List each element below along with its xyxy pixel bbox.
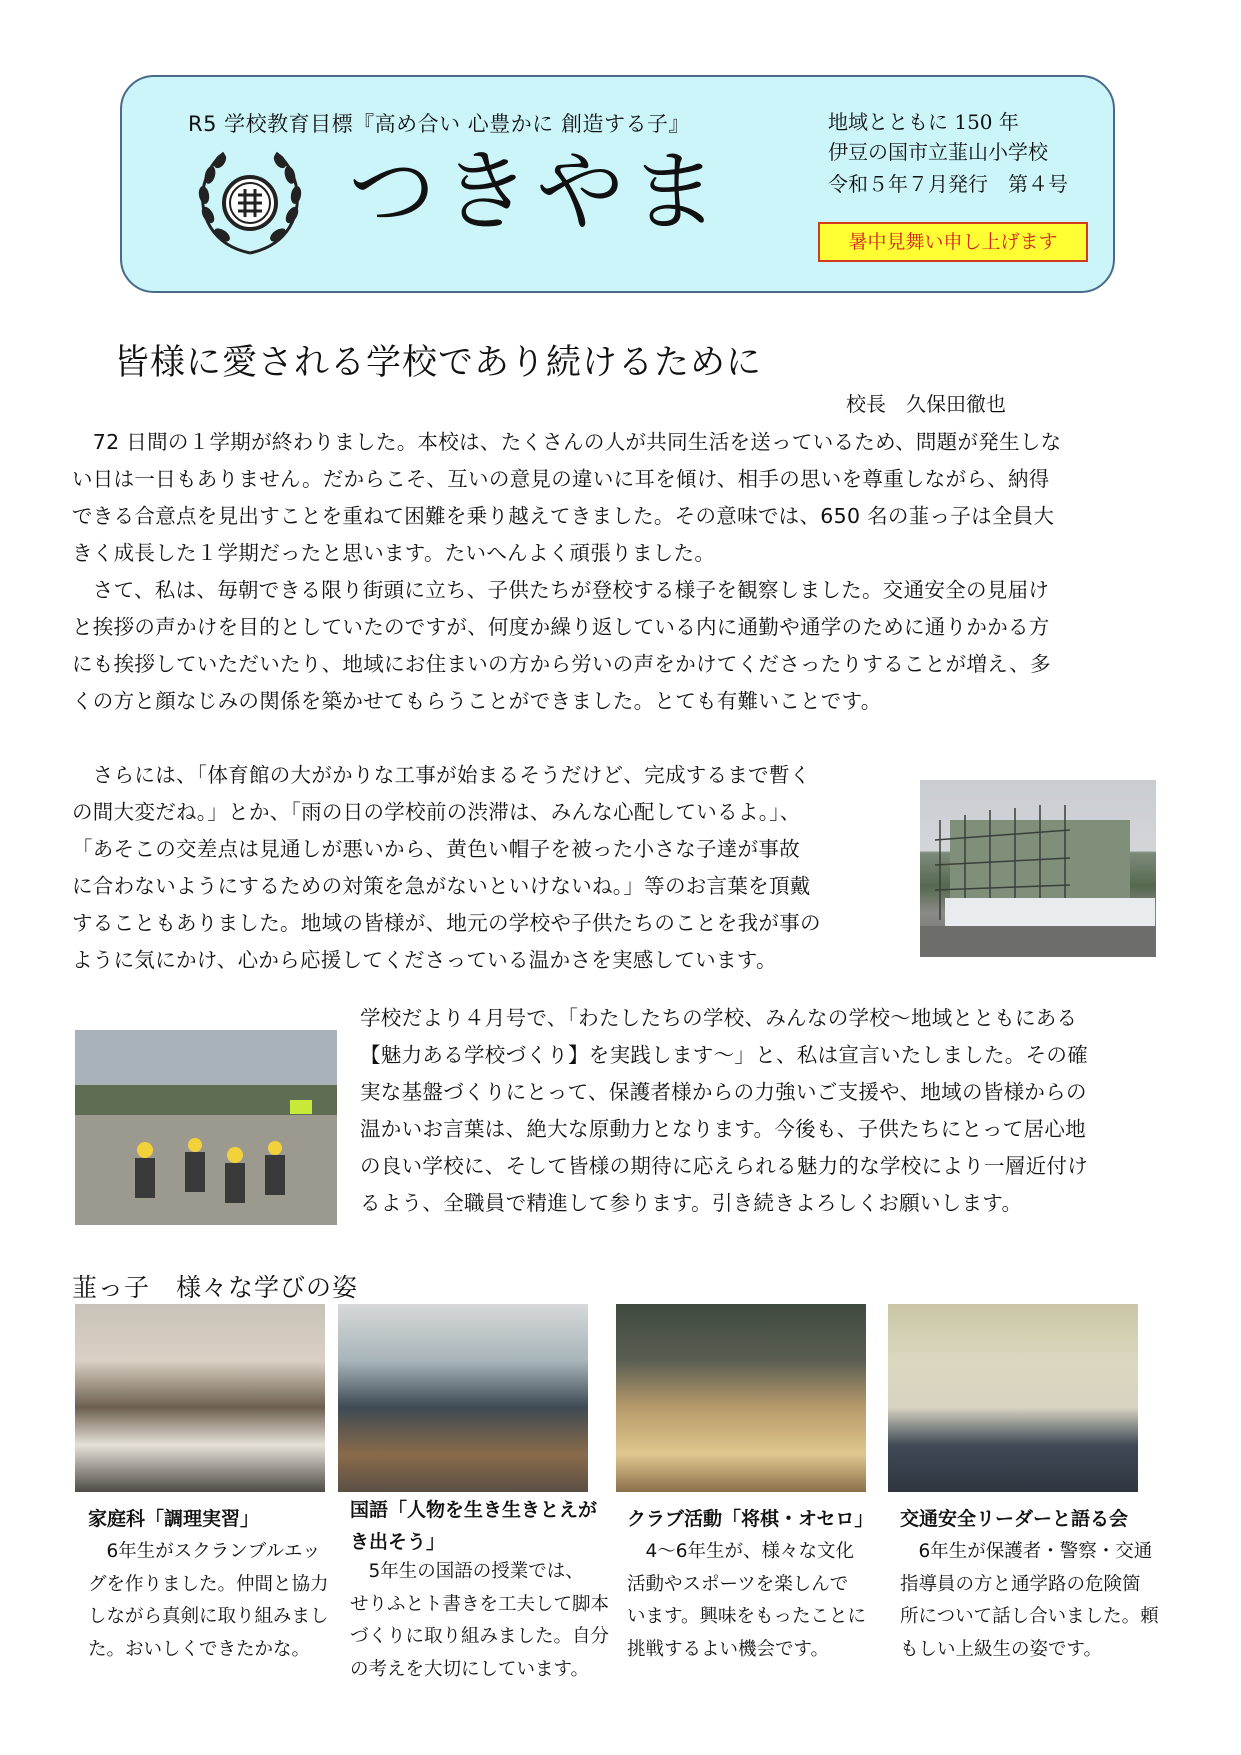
school-goal: R5 学校教育目標『高め合い 心豊かに 創造する子』: [188, 112, 690, 136]
paragraph-line: 温かいお言葉は、絶大な原動力となります。今後も、子供たちにとって居心地: [360, 1117, 1086, 1141]
paragraph-line: の良い学校に、そして皆様の期待に応えられる魅力的な学校により一層近付け: [360, 1154, 1088, 1178]
traffic-safety-meeting-photo: [888, 1304, 1138, 1492]
paragraph-line: 【魅力ある学校づくり】を実践します〜」と、私は宣言いたしました。その確: [360, 1043, 1088, 1067]
paragraph-line: さらには、「体育館の大がかりな工事が始まるそうだけど、完成するまで暫く: [72, 763, 811, 787]
paragraph-line: と挨拶の声かけを目的としていたのですが、何度か繰り返している内に通勤や通学のために通りかかる方: [72, 615, 1050, 639]
school-emblem-logo: [190, 145, 310, 263]
card-title: [350, 1494, 597, 1558]
paragraph-line: ように気にかけ、心から応援してくださっている温かさを実感しています。: [72, 948, 777, 972]
card-body-line: 指導員の方と通学路の危険箇: [900, 1573, 1141, 1595]
card-title: 交通安全リーダーと語る会: [900, 1508, 1129, 1530]
card-body-line: 活動やスポーツを楽しんで: [627, 1573, 849, 1595]
paragraph-line: るよう、全職員で精進して参ります。引き続きよろしくお願いします。: [360, 1191, 1023, 1215]
paragraph-line: の間大変だね。」とか、「雨の日の学校前の渋滞は、みんな心配しているよ。」、: [72, 800, 801, 824]
paragraph-line: い日は一日もありません。だからこそ、互いの意見の違いに耳を傾け、相手の思いを尊重しながら、納得: [72, 467, 1050, 491]
crosswalk-photo: [75, 1030, 337, 1225]
paragraph-line: きく成長した１学期だったと思います。たいへんよく頑張りました。: [72, 541, 716, 565]
card-body-line: もしい上級生の姿です。: [900, 1638, 1103, 1660]
card-body-line: グを作りました。仲間と協力: [88, 1573, 329, 1595]
paragraph: [72, 757, 821, 979]
card-body-line: 所について話し合いました。頼: [900, 1606, 1159, 1627]
card-title-line: 国語「人物を生き生きとえが: [350, 1499, 598, 1521]
card-body: [900, 1536, 1159, 1666]
paragraph-line: 72 日間の１学期が終わりました。本校は、たくさんの人が共同生活を送っているため、問題が発生しな: [72, 430, 1062, 454]
card-body-line: せりふとト書きを工夫して脚本: [350, 1593, 610, 1615]
article-headline: 皆様に愛される学校であり続けるために: [114, 343, 763, 383]
card-body-line: 5年生の国語の授業では、: [350, 1561, 584, 1582]
paragraph: [72, 424, 1061, 572]
gym-construction-photo: [920, 780, 1156, 957]
card-body: [350, 1556, 609, 1686]
paragraph-line: できる合意点を見出すことを重ねて困難を乗り越えてきました。その意味では、650 名の韮っ子は全員大: [72, 504, 1055, 528]
card-body-line: しながら真剣に取り組みまし: [88, 1606, 329, 1627]
card-body-line: の考えを大切にしています。: [350, 1658, 590, 1680]
paragraph: [360, 1000, 1088, 1222]
header-info-line: 地域とともに 150 年: [828, 110, 1019, 134]
card-body: [627, 1536, 866, 1666]
paragraph-line: 学校だより４月号で、「わたしたちの学校、みんなの学校〜地域とともにある: [360, 1006, 1078, 1030]
card-title-line: き出そう」: [350, 1531, 446, 1553]
header-info-line: 令和５年７月発行 第４号: [828, 172, 1068, 196]
paragraph-line: 「あそこの交差点は見通しが悪いから、黄色い帽子を被った小さな子達が事故: [72, 837, 800, 861]
paragraph-line: にも挨拶していただいたり、地域にお住まいの方から労いの声をかけてくださったりすることが増え、多: [72, 652, 1051, 676]
card-body-line: づくりに取り組みました。自分: [350, 1626, 610, 1647]
japanese-class-photo: [338, 1304, 588, 1492]
cooking-class-photo: [75, 1304, 325, 1492]
paragraph-line: くの方と顔なじみの関係を築かせてもらうことができました。とても有難いことです。: [72, 689, 882, 713]
card-body-line: た。おいしくできたかな。: [88, 1638, 311, 1660]
paragraph-line: に合わないようにするための対策を急がないといけないね。」等のお言葉を頂戴: [72, 874, 811, 898]
card-body-line: 6年生が保護者・警察・交通: [900, 1541, 1153, 1562]
newsletter-title: つきやま: [348, 140, 725, 243]
card-title: 家庭科「調理実習」: [88, 1508, 260, 1530]
summer-greeting-badge: 暑中見舞い申し上げます: [818, 222, 1088, 262]
paragraph: [72, 572, 1051, 720]
paragraph-line: 実な基盤づくりにとって、保護者様からの力強いご支援や、地域の皆様からの: [360, 1080, 1087, 1104]
shogi-club-photo: [616, 1304, 866, 1492]
card-body: [88, 1536, 329, 1666]
card-body-line: 6年生がスクランブルエッ: [88, 1541, 321, 1562]
card-title: クラブ活動「将棋・オセロ」: [627, 1508, 874, 1530]
card-body-line: います。興味をもったことに: [627, 1606, 867, 1627]
paragraph-line: することもありました。地域の皆様が、地元の学校や子供たちのことを我が事の: [72, 911, 821, 935]
card-body-line: 挑戦するよい機会です。: [627, 1638, 830, 1660]
section-title: 韮っ子 様々な学びの姿: [72, 1273, 359, 1302]
card-body-line: 4〜6年生が、様々な文化: [627, 1541, 855, 1562]
article-byline: 校長 久保田徹也: [846, 392, 1006, 416]
paragraph-line: さて、私は、毎朝できる限り街頭に立ち、子供たちが登校する様子を観察しました。交通安全の見届け: [72, 578, 1050, 602]
header-info-line: 伊豆の国市立韮山小学校: [828, 140, 1048, 164]
